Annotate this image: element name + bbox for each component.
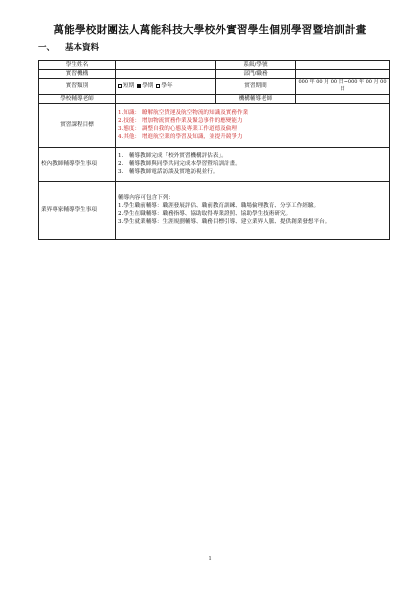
row-industry-guidance bbox=[39, 181, 390, 239]
category-label: 實習類別 bbox=[39, 79, 116, 95]
period-value[interactable]: 000 年 00 月 00 日~000 年 00 月 00 日 bbox=[296, 79, 390, 95]
industry-item: 3.學生就業輔導：生涯規劃輔導、職務目標引導、建立業界人脈、提供創業發想平台。 bbox=[118, 219, 331, 226]
document-title: 萬能學校財團法人萬能科技大學校外實習學生個別學習暨培訓計畫 bbox=[53, 24, 367, 36]
row-teachers bbox=[39, 94, 390, 103]
org-value[interactable] bbox=[116, 70, 216, 79]
org-label: 實習機構 bbox=[39, 70, 116, 79]
category-options bbox=[116, 79, 216, 95]
goals-list bbox=[116, 103, 390, 147]
dept-class-label: 系級/學號 bbox=[216, 61, 296, 70]
goals-label: 實習課程目標 bbox=[39, 103, 116, 147]
checkbox-semester-icon[interactable] bbox=[137, 84, 141, 88]
industry-guidance-list bbox=[116, 181, 390, 239]
industry-item: 2.學生在職輔導：職務指導、協助取得專業證照、協助學生技術研究。 bbox=[118, 211, 292, 218]
dept-title-label: 部門/職務 bbox=[216, 70, 296, 79]
goal-item: 3.態度： 調整自我的心態及專業工作道德及倫理 bbox=[118, 126, 237, 133]
basic-info-table bbox=[38, 60, 390, 240]
row-org bbox=[39, 70, 390, 79]
row-school-guidance bbox=[39, 147, 390, 181]
category-option-short[interactable]: 短期 bbox=[118, 83, 134, 89]
row-goals bbox=[39, 103, 390, 147]
school-teacher-value[interactable] bbox=[116, 94, 216, 103]
school-guidance-list bbox=[116, 147, 390, 181]
student-name-value[interactable] bbox=[116, 61, 216, 70]
section-title: 基本資料 bbox=[65, 43, 100, 53]
school-guidance-item: 1. 輔導教師完成「校外實習機構評估表」。 bbox=[118, 153, 227, 160]
student-name-label: 學生姓名 bbox=[39, 61, 116, 70]
school-guidance-label: 校內教師輔導學生事項 bbox=[39, 147, 116, 181]
school-teacher-label: 學校輔導老師 bbox=[39, 94, 116, 103]
checkbox-year-icon[interactable] bbox=[156, 84, 160, 88]
section-heading bbox=[38, 41, 99, 53]
org-teacher-label: 機構輔導老師 bbox=[216, 94, 296, 103]
period-label: 實習期間 bbox=[216, 79, 296, 95]
goal-item: 2.技能： 增加物流實務作業及緊急事件的應變能力 bbox=[118, 118, 243, 125]
section-number: 一、 bbox=[38, 43, 56, 53]
goal-item: 1.知識： 瞭解航空貨運及航空物流的知識及實務作業 bbox=[118, 110, 249, 117]
org-teacher-value[interactable] bbox=[296, 94, 390, 103]
page-number: 1 bbox=[208, 556, 212, 562]
industry-intro: 輔導內容可包含下列： bbox=[118, 195, 174, 202]
industry-guidance-label: 業界專家輔導學生事項 bbox=[39, 181, 116, 239]
checkbox-short-icon[interactable] bbox=[118, 84, 122, 88]
goal-item: 4.其他： 增進航空業的學習及知識，並提升競爭力 bbox=[118, 134, 243, 141]
row-category bbox=[39, 79, 390, 95]
school-guidance-item: 2. 輔導教師與同學共同完成本學習暨培訓計畫。 bbox=[118, 161, 241, 168]
school-guidance-item: 3. 輔導教師電話訪談及實地訪視並行。 bbox=[118, 169, 219, 176]
category-option-year[interactable]: 學年 bbox=[156, 83, 172, 89]
category-option-semester[interactable]: 學期 bbox=[137, 83, 153, 89]
dept-class-value[interactable] bbox=[296, 61, 390, 70]
industry-item: 1.學生職前輔導：職涯發展評估、職前教育訓練、職場倫理教育、分享工作經驗。 bbox=[118, 203, 320, 210]
row-student-name bbox=[39, 61, 390, 70]
dept-title-value[interactable] bbox=[296, 70, 390, 79]
